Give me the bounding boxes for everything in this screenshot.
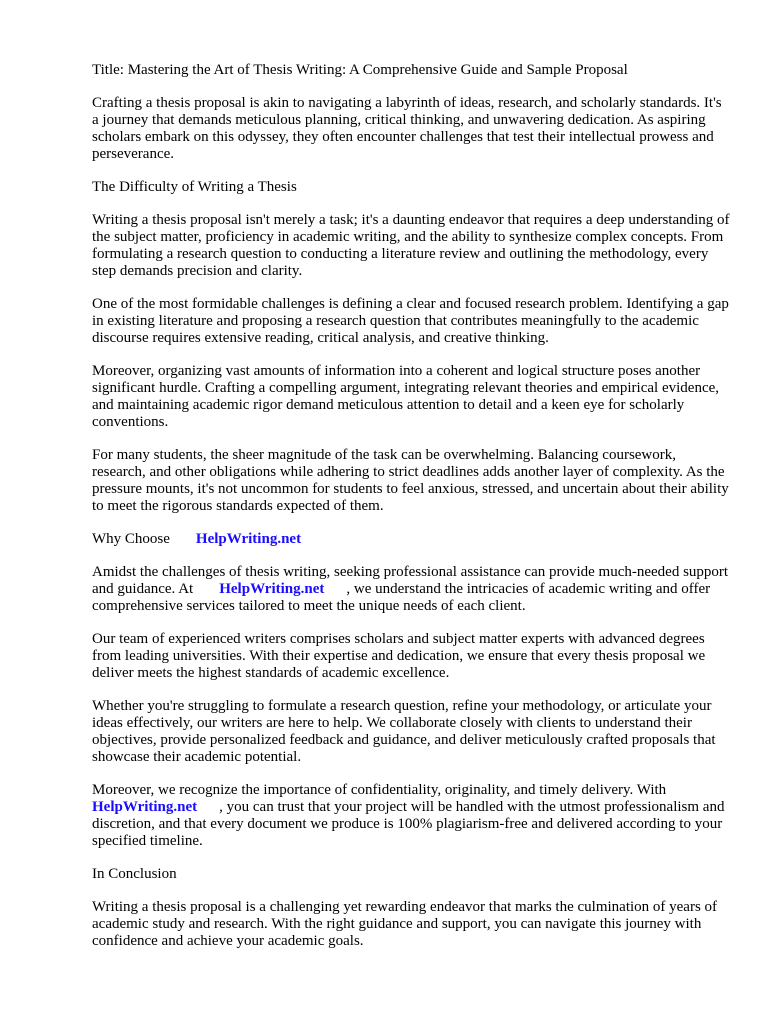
paragraph-5-before: Amidst the challenges of thesis writing, seeking professional assistance can provide much-needed support and guidance. At xyxy=(92,564,729,597)
document-page xyxy=(92,62,732,966)
paragraph-2: One of the most formidable challenges is defining a clear and focused research problem. Identifying a gap in existing literature and proposing a research question that contributes meaningfully to the academic discourse requires extensive reading, critical analysis, and creative thinking. xyxy=(92,296,729,346)
paragraph-5 xyxy=(92,564,732,615)
document-title: Title: Mastering the Art of Thesis Writing: A Comprehensive Guide and Sample Proposal xyxy=(92,62,628,78)
heading-difficulty: The Difficulty of Writing a Thesis xyxy=(92,179,297,195)
paragraph-9: Writing a thesis proposal is a challenging yet rewarding endeavor that marks the culmination of years of academic study and research. With the right guidance and support, you can navigate this journey with confidence and achieve your academic goals. xyxy=(92,899,718,949)
helpwriting-link-heading[interactable]: HelpWriting.net xyxy=(195,531,302,547)
paragraph-7: Whether you're struggling to formulate a research question, refine your methodology, or articulate your ideas effectively, our writers are here to help. We collaborate closely with clients to understand their objectives, provide personalized feedback and guidance, and deliver meticulously crafted proposals that showcase their academic potential. xyxy=(92,698,716,765)
intro-paragraph: Crafting a thesis proposal is akin to navigating a labyrinth of ideas, research, and scholarly standards. It's a journey that demands meticulous planning, critical thinking, and unwavering dedication. As aspiring scholars embark on this odyssey, they often encounter challenges that test their intellectual prowess and perseverance. xyxy=(92,95,722,162)
paragraph-1: Writing a thesis proposal isn't merely a task; it's a daunting endeavor that requires a deep understanding of the subject matter, proficiency in academic writing, and the ability to synthesize complex concepts. From formulating a research question to conducting a literature review and outlining the methodology, every step demands precision and clarity. xyxy=(92,212,730,279)
paragraph-8-after: , you can trust that your project will be handled with the utmost professionalism and discretion, and that every document we produce is 100% plagiarism-free and delivered according to your specified timeline. xyxy=(92,799,725,849)
paragraph-8-before: Moreover, we recognize the importance of confidentiality, originality, and timely delivery. With xyxy=(92,782,667,798)
helpwriting-link-inline[interactable]: HelpWriting.net xyxy=(219,581,325,597)
heading-why-text: Why Choose xyxy=(92,531,170,547)
helpwriting-link-paragraph[interactable]: HelpWriting.net xyxy=(92,799,198,815)
paragraph-8 xyxy=(92,782,732,850)
heading-conclusion: In Conclusion xyxy=(92,866,177,882)
paragraph-4: For many students, the sheer magnitude of the task can be overwhelming. Balancing coursework, research, and other obligations while adhering to strict deadlines adds another layer of complexity. As the pressure mounts, it's not uncommon for students to feel anxious, stressed, and uncertain about their ability to meet the rigorous standards expected of them. xyxy=(92,447,729,514)
heading-why-choose xyxy=(92,531,732,548)
paragraph-3: Moreover, organizing vast amounts of information into a coherent and logical structure poses another significant hurdle. Crafting a compelling argument, integrating relevant theories and empirical evidence, and maintaining academic rigor demand meticulous attention to detail and a keen eye for scholarly conventions. xyxy=(92,363,720,430)
paragraph-6: Our team of experienced writers comprises scholars and subject matter experts with advanced degrees from leading universities. With their expertise and dedication, we ensure that every thesis proposal we deliver meets the highest standards of academic excellence. xyxy=(92,631,706,681)
paragraph-5-after: , we understand the intricacies of academic writing and offer comprehensive services tailored to meet the unique needs of each client. xyxy=(92,581,711,614)
